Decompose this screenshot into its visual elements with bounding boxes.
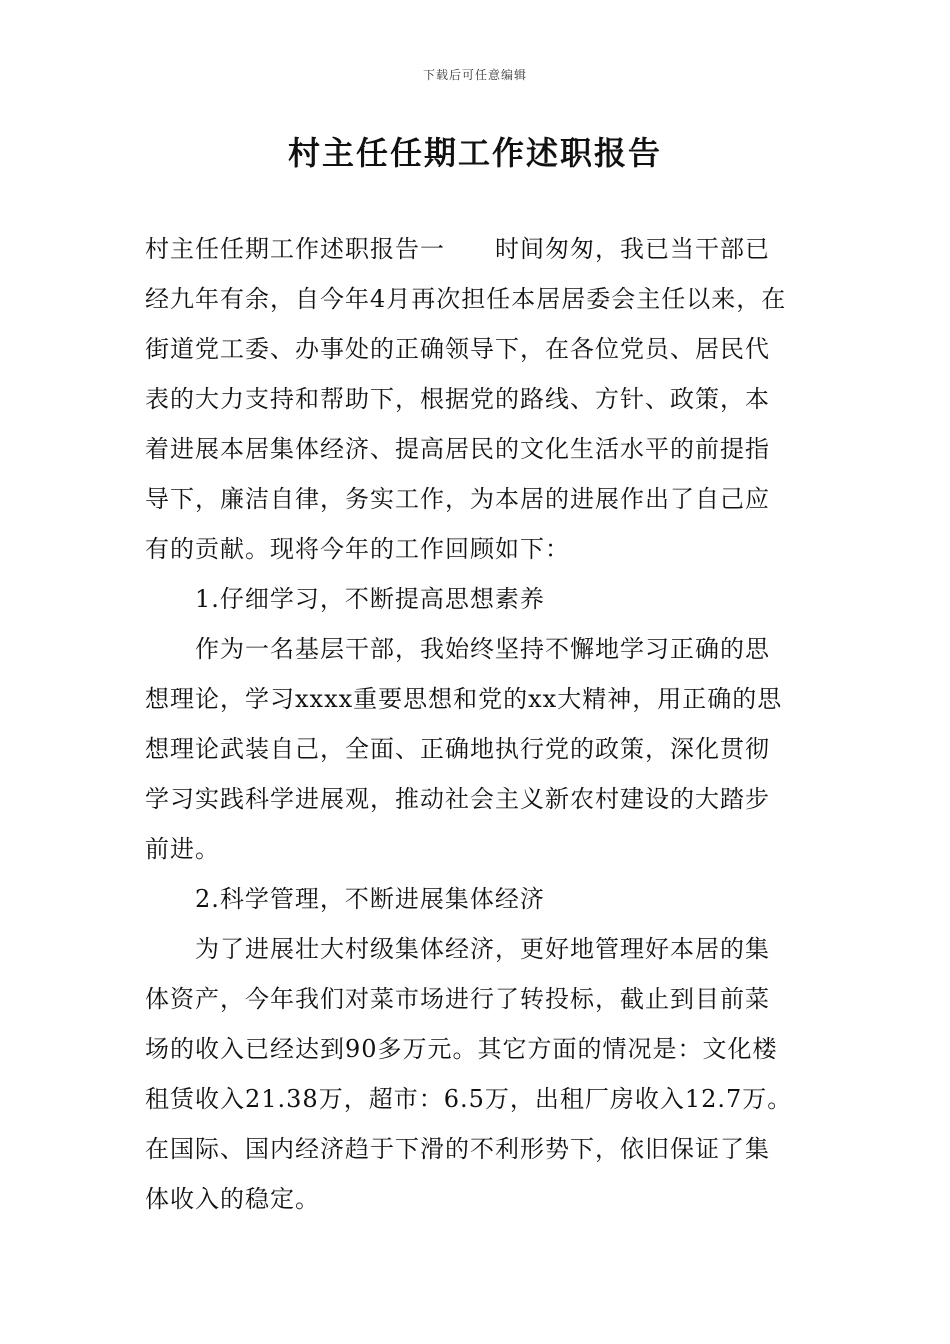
body-line: 街道党工委、办事处的正确领导下，在各位党员、居民代 — [145, 335, 770, 363]
body-line: 作为一名基层干部，我始终坚持不懈地学习正确的思 — [195, 635, 770, 663]
body-line: 体资产，今年我们对菜市场进行了转投标，截止到目前菜 — [145, 985, 770, 1013]
body-line: 村主任任期工作述职报告一 时间匆匆，我已当干部已 — [145, 235, 770, 263]
body-line: 为了进展壮大村级集体经济，更好地管理好本居的集 — [195, 935, 770, 963]
body-line: 在国际、国内经济趋于下滑的不利形势下，依旧保证了集 — [145, 1135, 770, 1163]
body-line: 有的贡献。现将今年的工作回顾如下： — [145, 535, 570, 563]
section-heading: 2.科学管理，不断进展集体经济 — [195, 885, 545, 913]
body-line: 场的收入已经达到90多万元。其它方面的情况是：文化楼 — [145, 1035, 778, 1063]
body-line: 租赁收入21.38万，超市：6.5万，出租厂房收入12.7万。 — [145, 1085, 793, 1113]
body-line: 导下，廉洁自律，务实工作，为本居的进展作出了自己应 — [145, 485, 770, 513]
body-line: 着进展本居集体经济、提高居民的文化生活水平的前提指 — [145, 435, 770, 463]
body-line: 想理论，学习xxxx重要思想和党的xx大精神，用正确的思 — [145, 685, 783, 713]
body-line: 学习实践科学进展观，推动社会主义新农村建设的大踏步 — [145, 785, 770, 813]
body-line: 想理论武装自己，全面、正确地执行党的政策，深化贯彻 — [145, 735, 770, 763]
body-line: 经九年有余，自今年4月再次担任本居居委会主任以来，在 — [145, 285, 787, 313]
body-line: 前进。 — [145, 835, 220, 863]
document-title: 村主任任期工作述职报告 — [287, 134, 662, 172]
body-line: 体收入的稳定。 — [145, 1185, 320, 1213]
body-line: 表的大力支持和帮助下，根据党的路线、方针、政策，本 — [145, 385, 770, 413]
section-heading: 1.仔细学习，不断提高思想素养 — [195, 585, 545, 613]
header-note: 下载后可任意编辑 — [422, 68, 527, 82]
document-body — [145, 224, 810, 1224]
